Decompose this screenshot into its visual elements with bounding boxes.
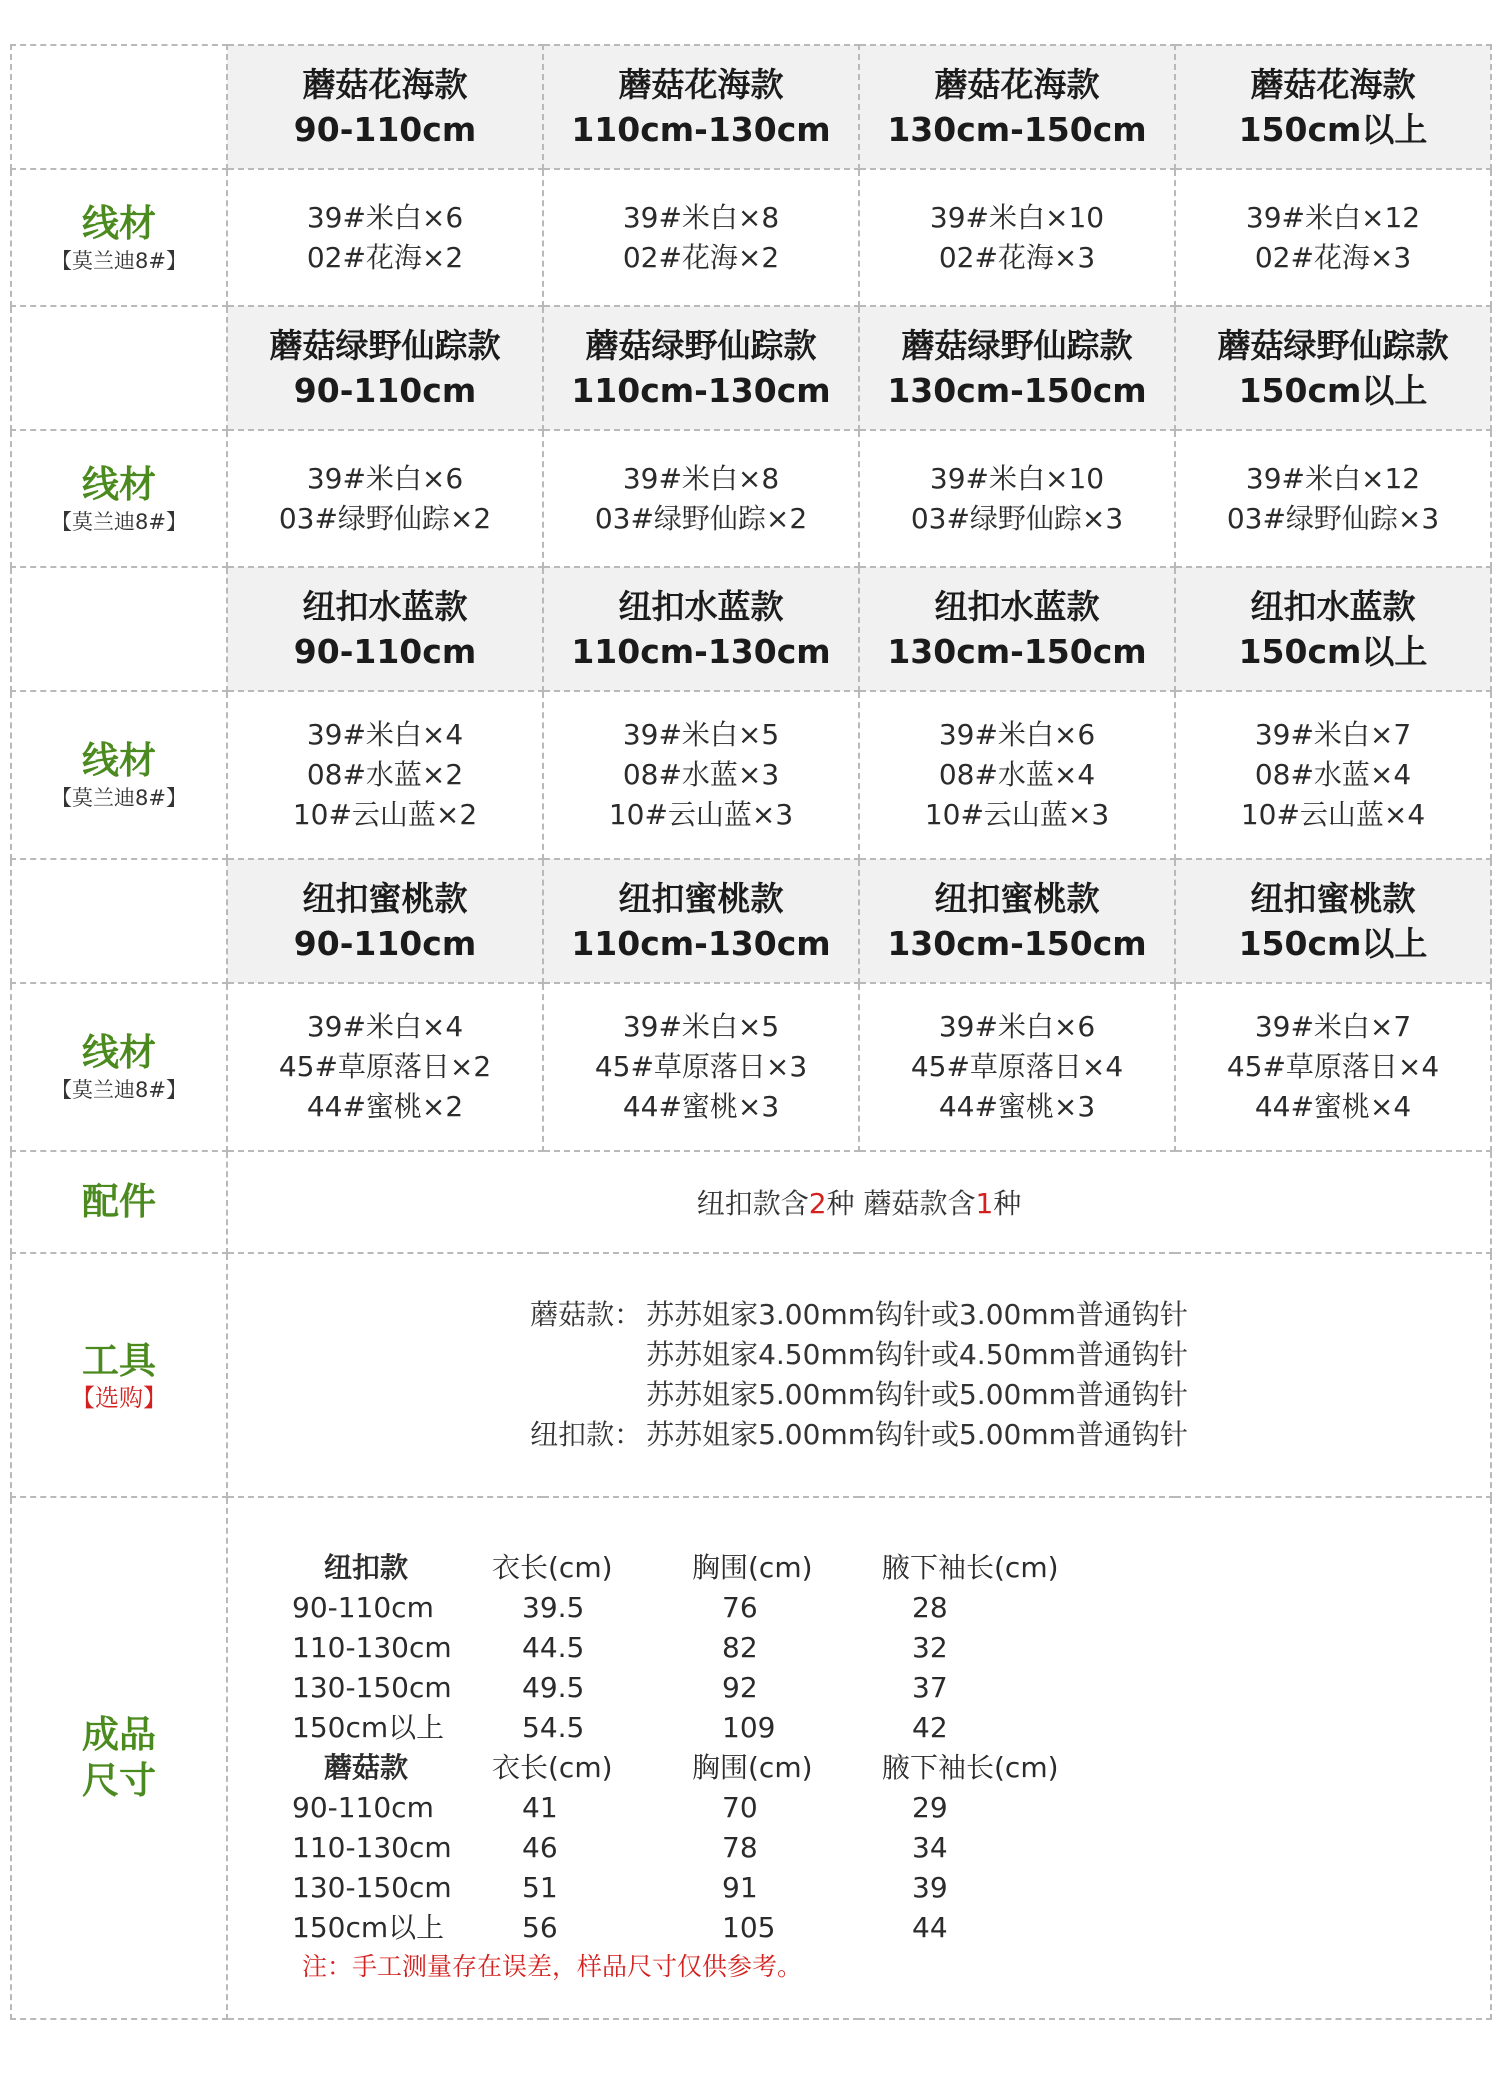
tools-row — [11, 1253, 1491, 1497]
style-header-row — [11, 567, 1491, 691]
style-header-row — [11, 306, 1491, 430]
yarn-cell: 39#米白×6 02#花海×2 — [227, 169, 543, 306]
size-row: 90-110cm 41 70 29 — [292, 1791, 948, 1824]
tools-label: 工具 【选购】 — [11, 1253, 227, 1497]
size-row: 130-150cm 49.5 92 37 — [292, 1671, 948, 1704]
size-group-header: 纽扣款 衣长(cm) 胸围(cm) 腋下袖长(cm) — [324, 1551, 1059, 1584]
style-size-header: 纽扣蜜桃款 150cm以上 — [1175, 859, 1491, 983]
mushroom-count: 1 — [975, 1187, 994, 1220]
empty-corner-cell — [11, 859, 227, 983]
material-table — [10, 44, 1492, 2020]
style-size-header: 纽扣水蓝款 150cm以上 — [1175, 567, 1491, 691]
style-size-header: 蘑菇绿野仙踪款 110cm-130cm — [543, 306, 859, 430]
size-row: 150cm以上 56 105 44 — [292, 1911, 948, 1944]
tools-value — [227, 1253, 1491, 1497]
material-sheet — [10, 44, 1490, 2020]
yarn-cell: 39#米白×10 03#绿野仙踪×3 — [859, 430, 1175, 567]
style-size-header: 蘑菇绿野仙踪款 90-110cm — [227, 306, 543, 430]
yarn-cell: 39#米白×5 08#水蓝×3 10#云山蓝×3 — [543, 691, 859, 859]
tool-line: 苏苏姐家4.50mm钩针或4.50mm普通钩针 — [646, 1338, 1188, 1371]
style-size-header: 蘑菇绿野仙踪款 150cm以上 — [1175, 306, 1491, 430]
accessories-row — [11, 1151, 1491, 1253]
style-size-header: 纽扣蜜桃款 110cm-130cm — [543, 859, 859, 983]
tool-line: 纽扣款： 苏苏姐家5.00mm钩针或5.00mm普通钩针 — [530, 1418, 1188, 1451]
yarn-cell: 39#米白×6 45#草原落日×4 44#蜜桃×3 — [859, 983, 1175, 1151]
empty-corner-cell — [11, 45, 227, 169]
style-header-row — [11, 859, 1491, 983]
tool-line: 苏苏姐家5.00mm钩针或5.00mm普通钩针 — [646, 1378, 1188, 1411]
yarn-cell: 39#米白×4 08#水蓝×2 10#云山蓝×2 — [227, 691, 543, 859]
yarn-cell: 39#米白×8 03#绿野仙踪×2 — [543, 430, 859, 567]
style-size-header: 纽扣水蓝款 130cm-150cm — [859, 567, 1175, 691]
button-count: 2 — [808, 1187, 827, 1220]
style-header-row — [11, 45, 1491, 169]
style-size-header: 蘑菇花海款 110cm-130cm — [543, 45, 859, 169]
yarn-cell: 39#米白×8 02#花海×2 — [543, 169, 859, 306]
style-size-header: 纽扣蜜桃款 130cm-150cm — [859, 859, 1175, 983]
size-row: 130-150cm 51 91 39 — [292, 1871, 948, 1904]
style-size-header: 蘑菇花海款 150cm以上 — [1175, 45, 1491, 169]
style-size-header: 蘑菇绿野仙踪款 130cm-150cm — [859, 306, 1175, 430]
style-size-header: 纽扣水蓝款 90-110cm — [227, 567, 543, 691]
yarn-cell: 39#米白×6 03#绿野仙踪×2 — [227, 430, 543, 567]
tool-line: 蘑菇款： 苏苏姐家3.00mm钩针或3.00mm普通钩针 — [530, 1298, 1188, 1331]
yarn-brand-label: 【莫兰迪8#】 — [51, 786, 187, 810]
yarn-label: 线材 【莫兰迪8#】 — [11, 430, 227, 567]
yarn-cell: 39#米白×5 45#草原落日×3 44#蜜桃×3 — [543, 983, 859, 1151]
yarn-cell: 39#米白×12 03#绿野仙踪×3 — [1175, 430, 1491, 567]
accessories-label: 配件 — [11, 1151, 227, 1253]
tools-list — [530, 1295, 1188, 1455]
yarn-cell: 39#米白×6 08#水蓝×4 10#云山蓝×3 — [859, 691, 1175, 859]
sizes-value — [227, 1497, 1491, 2019]
yarn-label: 线材 【莫兰迪8#】 — [11, 691, 227, 859]
size-chart — [292, 1548, 1490, 1986]
size-row: 150cm以上 54.5 109 42 — [292, 1711, 948, 1744]
yarn-brand-label: 【莫兰迪8#】 — [51, 248, 187, 273]
sizes-label: 成品 尺寸 — [11, 1497, 227, 2019]
yarn-cell: 39#米白×7 08#水蓝×4 10#云山蓝×4 — [1175, 691, 1491, 859]
accessories-value: 纽扣款含2种 蘑菇款含1种 — [227, 1151, 1491, 1253]
measurement-note: 注：手工测量存在误差，样品尺寸仅供参考。 — [302, 1952, 803, 1981]
size-row: 110-130cm 44.5 82 32 — [292, 1631, 948, 1664]
empty-corner-cell — [11, 567, 227, 691]
yarn-label: 线材 【莫兰迪8#】 — [11, 983, 227, 1151]
empty-corner-cell — [11, 306, 227, 430]
yarn-brand-label: 【莫兰迪8#】 — [51, 509, 187, 534]
yarn-cell: 39#米白×7 45#草原落日×4 44#蜜桃×4 — [1175, 983, 1491, 1151]
style-size-header: 纽扣蜜桃款 90-110cm — [227, 859, 543, 983]
yarn-cell: 39#米白×10 02#花海×3 — [859, 169, 1175, 306]
yarn-cell: 39#米白×12 02#花海×3 — [1175, 169, 1491, 306]
yarn-row — [11, 169, 1491, 306]
tools-optional-label: 【选购】 — [71, 1384, 167, 1412]
size-group-header: 蘑菇款 衣长(cm) 胸围(cm) 腋下袖长(cm) — [324, 1751, 1059, 1784]
yarn-row — [11, 691, 1491, 859]
yarn-row — [11, 983, 1491, 1151]
style-size-header: 蘑菇花海款 90-110cm — [227, 45, 543, 169]
style-size-header: 蘑菇花海款 130cm-150cm — [859, 45, 1175, 169]
sizes-row — [11, 1497, 1491, 2019]
yarn-cell: 39#米白×4 45#草原落日×2 44#蜜桃×2 — [227, 983, 543, 1151]
yarn-row — [11, 430, 1491, 567]
yarn-label: 线材 【莫兰迪8#】 — [11, 169, 227, 306]
size-row: 90-110cm 39.5 76 28 — [292, 1591, 948, 1624]
yarn-brand-label: 【莫兰迪8#】 — [51, 1078, 187, 1102]
material-table-body — [11, 45, 1491, 2019]
style-size-header: 纽扣水蓝款 110cm-130cm — [543, 567, 859, 691]
size-row: 110-130cm 46 78 34 — [292, 1831, 948, 1864]
